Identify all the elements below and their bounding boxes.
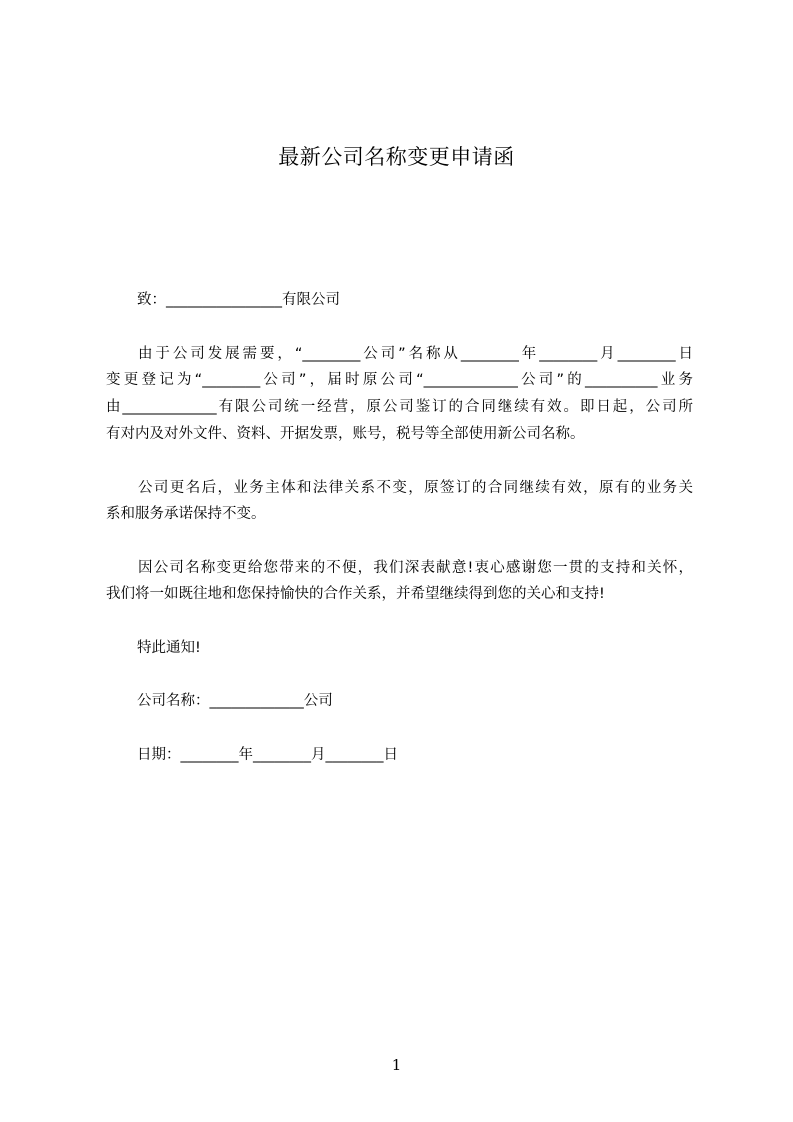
paragraph-2-line-2: 系和服务承诺保持不变。: [106, 506, 266, 522]
page-number: 1: [391, 1056, 402, 1074]
paragraph-1-line-2: 变更登记为“________公司”，届时原公司“_____________公司”的__________业务: [106, 372, 693, 388]
paragraph-3-line-1: 因公司名称变更给您带来的不便，我们深表献意!衷心感谢您一贯的支持和关怀，: [138, 560, 693, 576]
salutation-line: 致：________________有限公司: [137, 292, 340, 308]
company-name-line: 公司名称：_____________公司: [137, 693, 333, 709]
paragraph-2-line-1: 公司更名后，业务主体和法律关系不变，原签订的合同继续有效，原有的业务关: [138, 480, 693, 496]
paragraph-1-line-4: 有对内及对外文件、资料、开据发票，账号，税号等全部使用新公司名称。: [106, 426, 585, 442]
notice-line: 特此通知!: [137, 640, 201, 656]
document-title: 最新公司名称变更申请函: [278, 145, 515, 169]
paragraph-3-line-2: 我们将一如既往地和您保持愉快的合作关系，并希望继续得到您的关心和支持!: [106, 586, 605, 602]
paragraph-1-line-3: 由_____________有限公司统一经营，原公司鉴订的合同继续有效。即日起，公司所: [106, 399, 693, 415]
date-line: 日期：________年________月________日: [137, 747, 398, 763]
paragraph-1-line-1: 由于公司发展需要，“________公司”名称从________年________月________日: [138, 346, 693, 362]
